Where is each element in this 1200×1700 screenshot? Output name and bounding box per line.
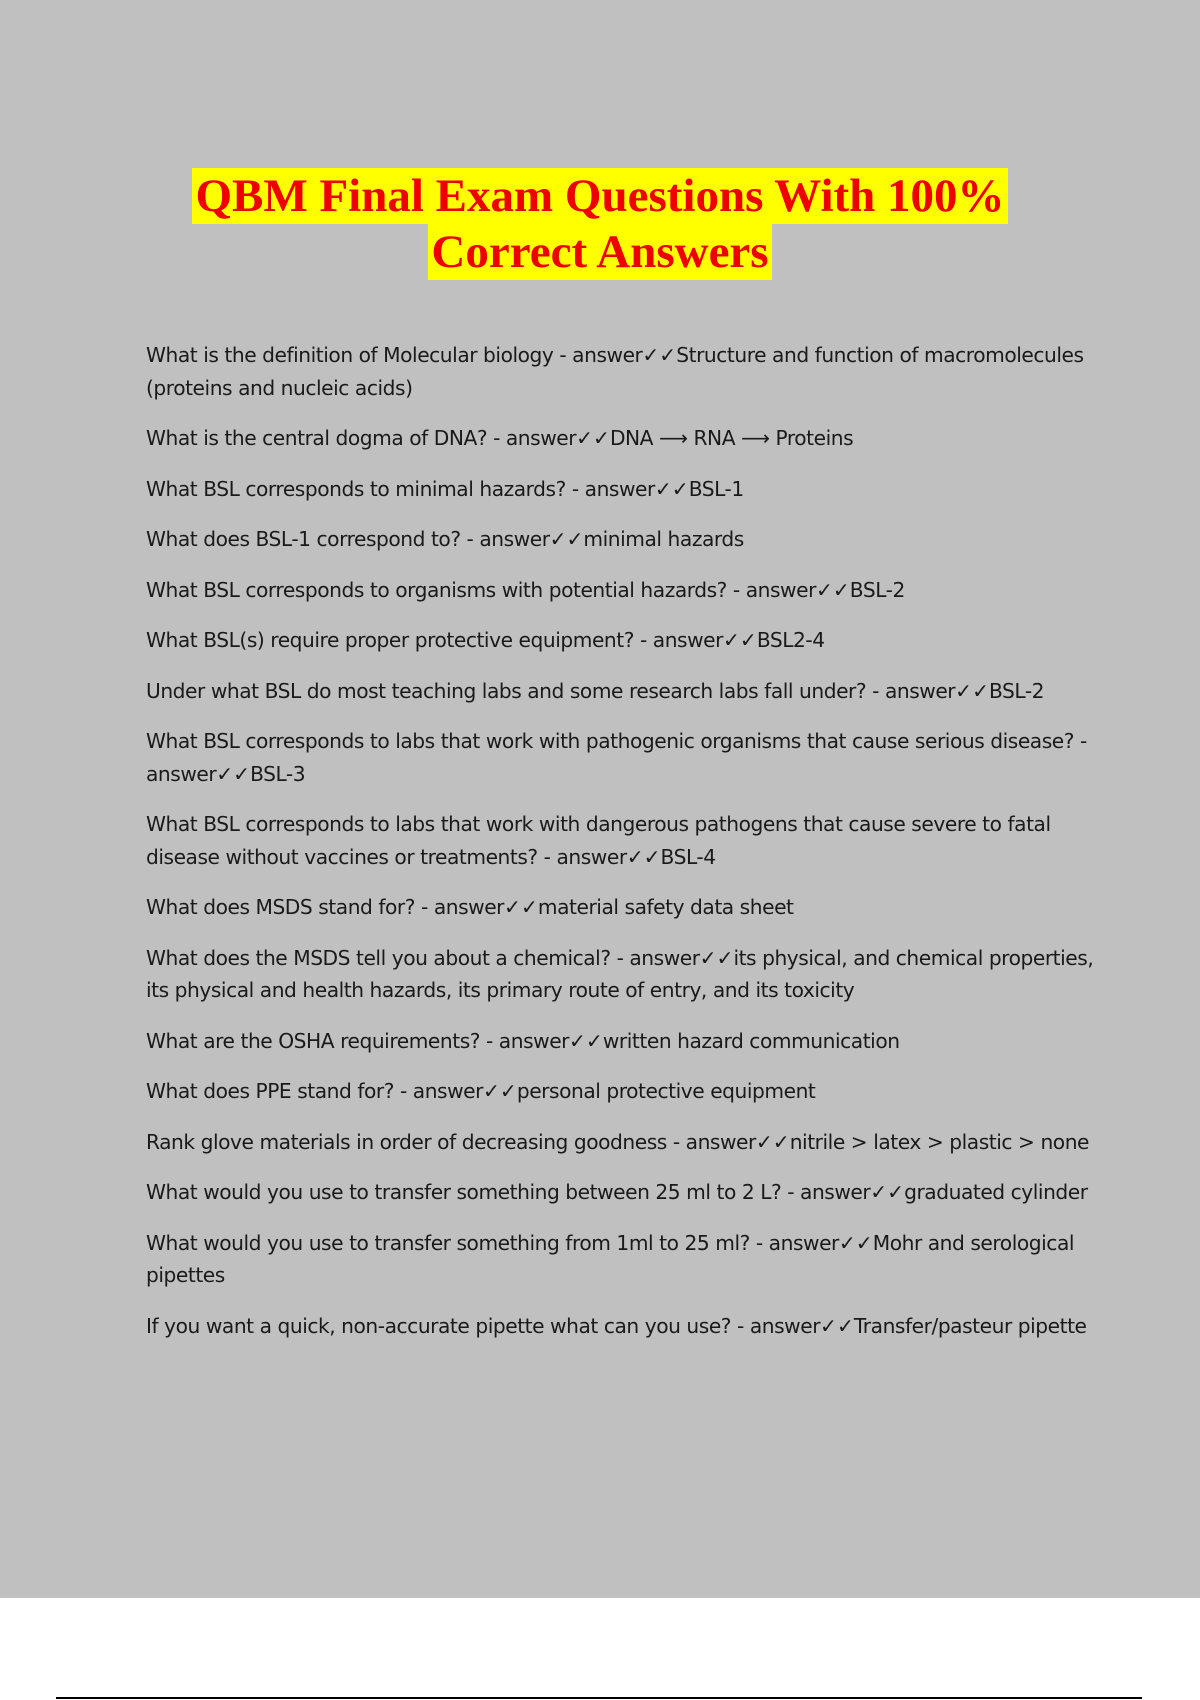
question-text: What is the central dogma of DNA?	[146, 426, 488, 450]
qa-item	[146, 725, 1096, 790]
check-mark-icon: ✓✓	[755, 1129, 790, 1154]
check-mark-icon: ✓✓	[699, 945, 734, 970]
answer-text: BSL2-4	[756, 628, 825, 652]
qa-item	[146, 1176, 1096, 1209]
qa-item	[146, 1025, 1096, 1058]
qa-item	[146, 1310, 1096, 1343]
question-text: What does the MSDS tell you about a chemical?	[146, 945, 611, 970]
question-text: What does MSDS stand for?	[146, 895, 416, 919]
qa-item	[146, 675, 1096, 708]
answer-separator: - answer	[866, 678, 956, 703]
question-text: What BSL corresponds to labs that work with pathogenic organisms that cause serious disease?	[146, 729, 1075, 753]
answer-separator: - answer	[460, 527, 550, 551]
question-text: If you want a quick, non-accurate pipette what can you use?	[146, 1313, 732, 1338]
qa-item	[146, 624, 1096, 657]
answer-text: written hazard communication	[602, 1028, 900, 1053]
answer-text: its physical, and chemical properties, its physical and health hazards, its primary route of entry, and its toxicity	[146, 945, 1094, 1002]
answer-text: DNA ⟶ RNA ⟶ Proteins	[609, 426, 854, 450]
qa-item	[146, 1126, 1096, 1159]
check-mark-icon: ✓✓	[955, 678, 989, 703]
answer-separator: - answer	[487, 426, 577, 450]
answer-text: nitrile > latex > plastic > none	[789, 1129, 1090, 1154]
qa-item	[146, 1075, 1096, 1108]
answer-separator: - answer	[731, 1313, 821, 1338]
question-text: What would you use to transfer something from 1ml to 25 ml?	[146, 1230, 750, 1255]
question-text: Rank glove materials in order of decreasing goodness	[146, 1129, 667, 1154]
qa-item	[146, 574, 1096, 607]
qa-item	[146, 523, 1096, 556]
answer-separator: - answer	[634, 628, 723, 652]
qa-item	[146, 1227, 1096, 1292]
check-mark-icon: ✓✓	[722, 628, 757, 652]
qa-item	[146, 808, 1096, 873]
check-mark-icon: ✓✓	[483, 1079, 517, 1103]
answer-text: minimal hazards	[583, 527, 744, 551]
qa-item	[146, 339, 1096, 404]
question-text: What BSL corresponds to minimal hazards?	[146, 476, 566, 501]
answer-separator: - answer	[415, 895, 505, 919]
check-mark-icon: ✓✓	[815, 577, 850, 602]
answer-separator: - answer	[480, 1028, 570, 1053]
check-mark-icon: ✓✓	[626, 844, 661, 869]
check-mark-icon: ✓✓	[838, 1230, 873, 1255]
answer-text: Transfer/pasteur pipette	[853, 1313, 1087, 1338]
answer-separator: - answer	[666, 1129, 756, 1154]
question-text: What does BSL-1 correspond to?	[146, 527, 461, 551]
answer-text: BSL-1	[688, 476, 744, 501]
check-mark-icon: ✓✓	[642, 343, 677, 367]
question-text: What are the OSHA requirements?	[146, 1028, 481, 1053]
check-mark-icon: ✓✓	[216, 761, 251, 786]
check-mark-icon: ✓✓	[870, 1180, 905, 1204]
qa-item	[146, 422, 1096, 455]
answer-separator: - answer	[146, 729, 1087, 786]
check-mark-icon: ✓✓	[549, 527, 584, 551]
answer-separator: - answer	[565, 476, 655, 501]
answer-text: BSL-2	[849, 577, 905, 602]
answer-separator: - answer	[537, 844, 627, 869]
question-text: What would you use to transfer something between 25 ml to 2 L?	[146, 1180, 782, 1204]
answer-text: graduated cylinder	[904, 1180, 1088, 1204]
answer-separator: - answer	[726, 577, 816, 602]
question-text: What BSL(s) require proper protective equipment?	[146, 628, 634, 652]
question-text: Under what BSL do most teaching labs and some research labs fall under?	[146, 678, 867, 703]
question-text: What is the definition of Molecular biology	[146, 343, 554, 367]
check-mark-icon: ✓✓	[820, 1313, 854, 1338]
qa-item	[146, 942, 1096, 1007]
answer-text: BSL-2	[989, 678, 1045, 703]
check-mark-icon: ✓✓	[504, 895, 538, 919]
question-text: What BSL corresponds to labs that work with dangerous pathogens that cause severe to fatal disease without vaccines or treatments?	[146, 812, 1051, 869]
answer-text: BSL-4	[660, 844, 716, 869]
check-mark-icon: ✓✓	[654, 476, 689, 501]
question-text: What BSL corresponds to organisms with potential hazards?	[146, 577, 727, 602]
document-title	[0, 168, 1200, 280]
qa-item	[146, 473, 1096, 506]
question-text: What does PPE stand for?	[146, 1079, 395, 1103]
answer-text: material safety data sheet	[537, 895, 794, 919]
answer-text: Structure and function of macromolecules (proteins and nucleic acids)	[146, 343, 1084, 400]
check-mark-icon: ✓✓	[569, 1028, 603, 1053]
answer-text: BSL-3	[250, 761, 306, 786]
answer-separator: - answer	[553, 343, 643, 367]
answer-text: personal protective equipment	[516, 1079, 816, 1103]
footer-rule	[56, 1697, 1142, 1699]
qa-list	[146, 339, 1096, 1360]
qa-item	[146, 891, 1096, 924]
check-mark-icon: ✓✓	[576, 426, 610, 450]
answer-separator: - answer	[781, 1180, 871, 1204]
answer-separator: - answer	[749, 1230, 839, 1255]
answer-text: Mohr and serological pipettes	[146, 1230, 1075, 1287]
title-line-1: QBM Final Exam Questions With 100%	[192, 168, 1007, 224]
title-line-2: Correct Answers	[428, 224, 771, 280]
answer-separator: - answer	[610, 945, 700, 970]
answer-separator: - answer	[394, 1079, 483, 1103]
